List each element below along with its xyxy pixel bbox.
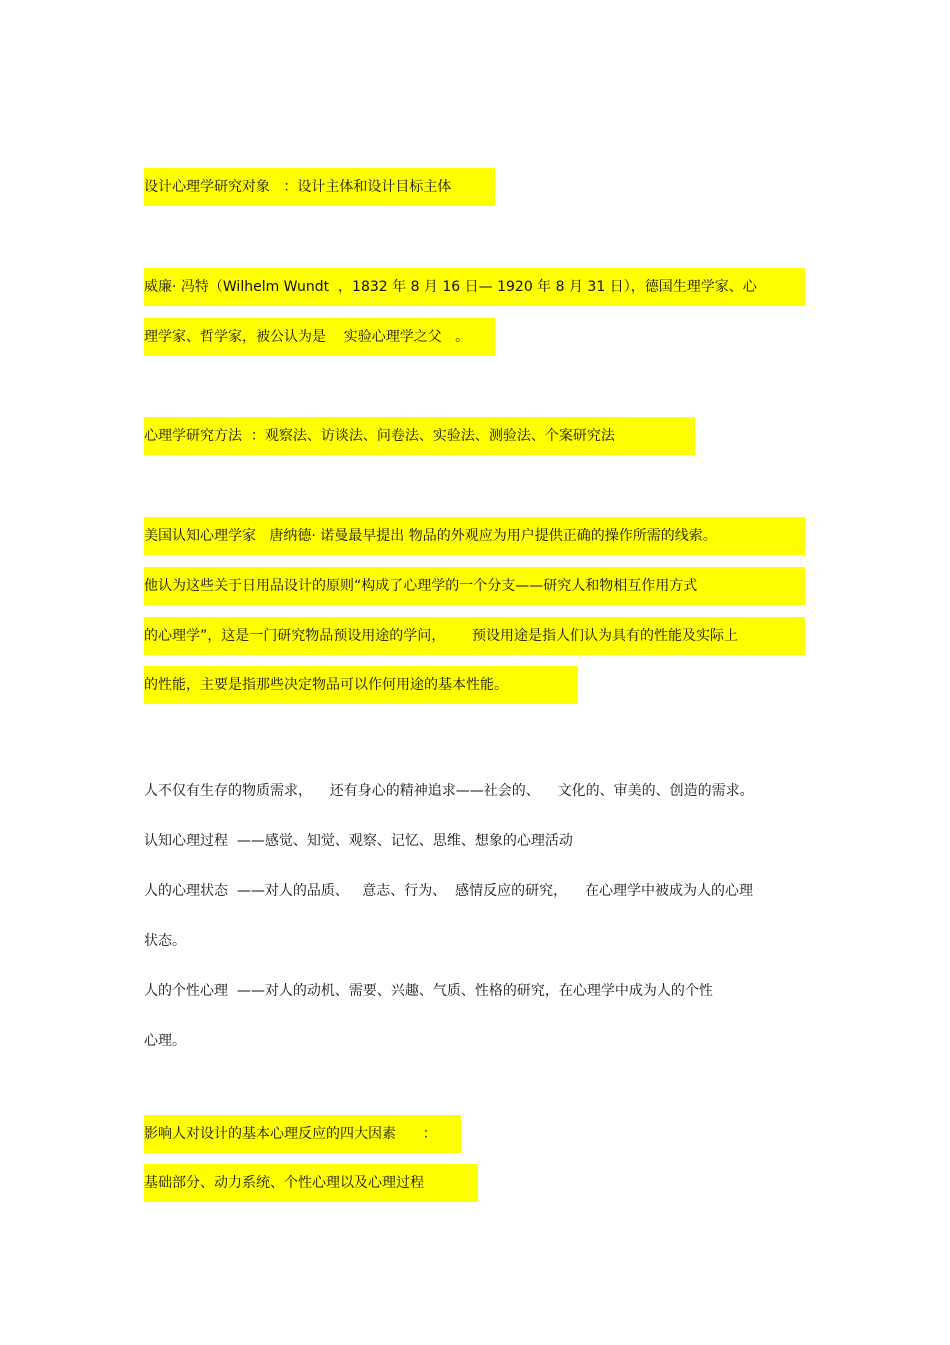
text-line-mental-state-1: 人的心理状态 ——对人的品质、 意志、行为、 感情反应的研究， 在心理学中被成为人的心理: [144, 883, 753, 899]
text-line-personality-2: 心理。: [144, 1033, 186, 1049]
text-line-mental-state-2: 状态。: [144, 933, 186, 949]
text-line-research-methods: 心理学研究方法 ：观察法、访谈法、问卷法、实验法、测验法、个案研究法: [144, 417, 695, 455]
text-line-needs: 人不仅有生存的物质需求， 还有身心的精神追求——社会的、 文化的、审美的、创造的需求。: [144, 783, 754, 799]
text-line-norman-4: 的性能，主要是指那些决定物品可以作何用途的基本性能。: [144, 666, 578, 704]
text-line-norman-1: 美国认知心理学家 唐纳德· 诺曼最早提出 物品的外观应为用户提供正确的操作所需的线索。: [144, 517, 805, 555]
text-line-personality-1: 人的个性心理 ——对人的动机、需要、兴趣、气质、性格的研究，在心理学中成为人的个性: [144, 983, 713, 999]
text-line-wundt-2: 理学家、哲学家，被公认为是 实验心理学之父 。: [144, 318, 495, 356]
text-line-four-factors-list: 基础部分、动力系统、个性心理以及心理过程: [144, 1164, 478, 1202]
text-line-wundt-1: 威廉· 冯特（Wilhelm Wundt ，1832 年 8 月 16 日— 1920 年 8 月 31 日），德国生理学家、心: [144, 268, 805, 306]
text-line-cognitive-process: 认知心理过程 ——感觉、知觉、观察、记忆、思维、想象的心理活动: [144, 833, 573, 849]
text-line-design-psychology-object: 设计心理学研究对象 ：设计主体和设计目标主体: [144, 168, 495, 206]
text-line-norman-2: 他认为这些关于日用品设计的原则“构成了心理学的一个分支——研究人和物相互作用方式: [144, 567, 805, 605]
text-line-four-factors-title: 影响人对设计的基本心理反应的四大因素 ：: [144, 1115, 461, 1153]
text-line-norman-3: 的心理学”，这是一门研究物品预设用途的学问， 预设用途是指人们认为具有的性能及实际上: [144, 617, 805, 655]
